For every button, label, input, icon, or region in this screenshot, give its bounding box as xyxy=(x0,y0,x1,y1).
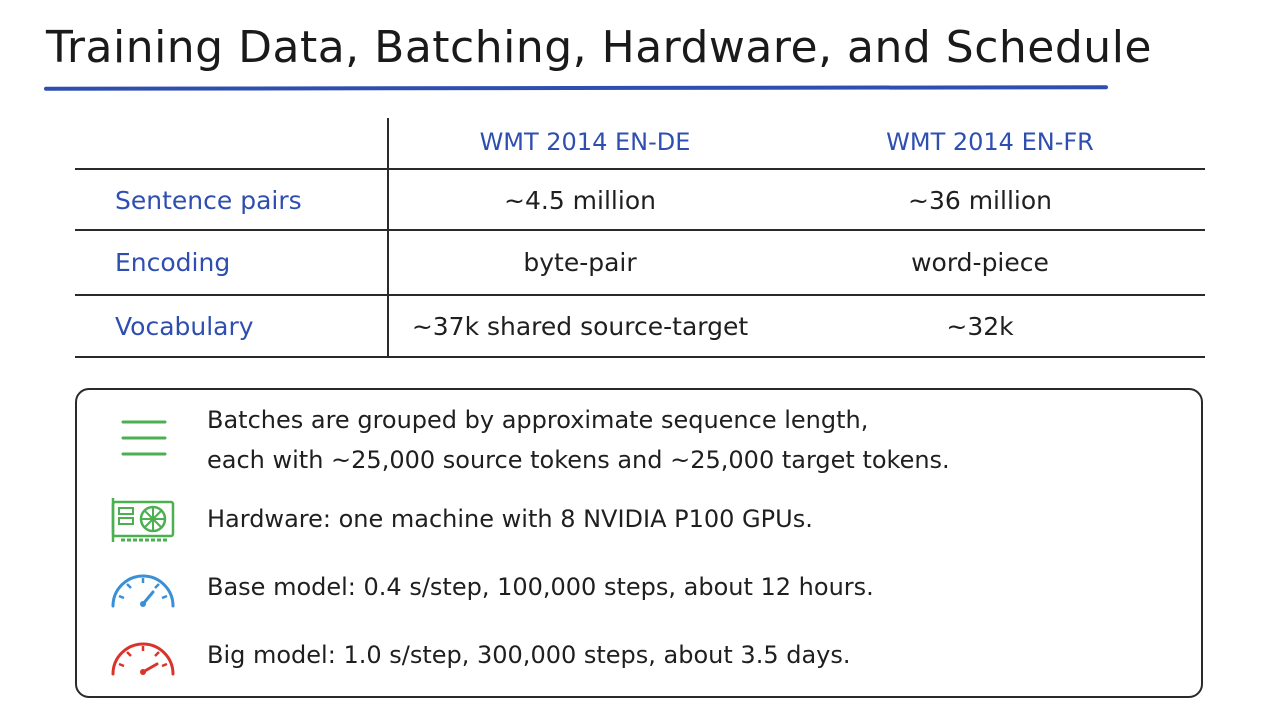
note-base-model xyxy=(77,562,1201,612)
notes-box xyxy=(75,388,1203,698)
note-text: Hardware: one machine with 8 NVIDIA P100 GPUs. xyxy=(207,505,813,533)
table-row xyxy=(75,234,1205,292)
speedometer-high-icon xyxy=(107,634,177,684)
table-cell: ~4.5 million xyxy=(504,186,656,215)
note-hardware xyxy=(77,494,1201,544)
row-label-vocabulary: Vocabulary xyxy=(115,312,254,341)
table-cell: word-piece xyxy=(911,248,1049,277)
note-text xyxy=(207,400,950,480)
note-batching xyxy=(77,400,1201,480)
table-cell: ~36 million xyxy=(908,186,1052,215)
page-title: Training Data, Batching, Hardware, and Schedule xyxy=(46,22,1152,73)
table-rule xyxy=(75,356,1205,358)
row-label-encoding: Encoding xyxy=(115,248,231,277)
speedometer-low-icon xyxy=(107,566,177,616)
dataset-table xyxy=(75,118,1205,358)
lines-icon xyxy=(107,414,177,464)
note-text: Big model: 1.0 s/step, 300,000 steps, about 3.5 days. xyxy=(207,641,851,669)
column-header-en-fr: WMT 2014 EN-FR xyxy=(886,128,1094,156)
table-row xyxy=(75,298,1205,356)
note-line: each with ~25,000 source tokens and ~25,000 target tokens. xyxy=(207,446,950,474)
table-rule xyxy=(75,294,1205,296)
table-cell: byte-pair xyxy=(523,248,637,277)
gpu-card-icon xyxy=(107,496,177,546)
table-cell: ~37k shared source-target xyxy=(411,312,749,341)
row-label-sentence-pairs: Sentence pairs xyxy=(115,186,302,215)
table-row xyxy=(75,172,1205,230)
column-header-en-de: WMT 2014 EN-DE xyxy=(479,128,691,156)
title-underline xyxy=(44,85,1108,90)
table-cell: ~32k xyxy=(946,312,1014,341)
note-text: Base model: 0.4 s/step, 100,000 steps, about 12 hours. xyxy=(207,573,874,601)
note-big-model xyxy=(77,630,1201,680)
table-rule xyxy=(75,168,1205,170)
note-line: Batches are grouped by approximate sequence length, xyxy=(207,406,869,434)
